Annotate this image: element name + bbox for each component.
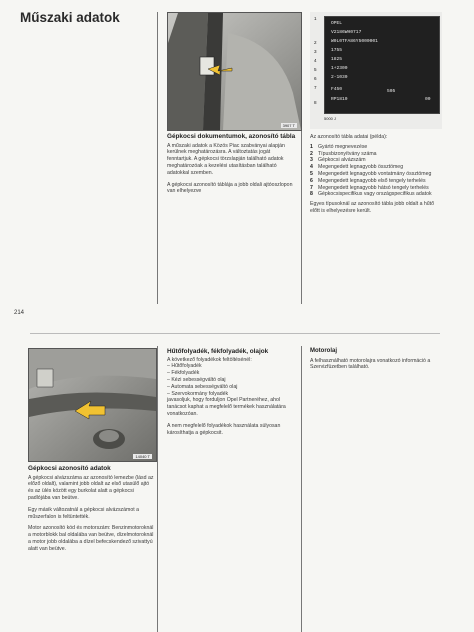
callout-number: 2 — [314, 40, 317, 45]
list-item: 7 Megengedett legnagyobb hátsó tengely terhelés — [310, 184, 429, 191]
callout-number: 5 — [314, 67, 317, 72]
identification-plate-figure — [310, 12, 442, 129]
figure-code: 5000 J — [324, 116, 337, 121]
section-heading: Motorolaj — [310, 348, 337, 354]
plate-line: 1825 — [331, 57, 343, 62]
list-item: 1 Gyártó megnevezése — [310, 143, 368, 150]
column-divider — [157, 346, 158, 632]
section-heading: Hűtőfolyadék, fékfolyadék, olajok — [167, 348, 269, 355]
list-item: – Automata sebességváltó olaj — [167, 383, 238, 390]
paragraph: A műszaki adatok a Közös Piac szabványai alapján kerülnek meghatározásra. A változtatás jogát fenntartjuk. A gépkocsi törzslapján található adatok meghatározóak a kezelési utasításban található adatokkal szemben. — [167, 142, 285, 176]
plate-line: 2-1030 — [331, 75, 348, 80]
list-item: 4 Megengedett legnagyobb össztömeg — [310, 164, 404, 171]
plate-legend-list — [310, 144, 442, 198]
plate-line: OPEL — [331, 21, 343, 26]
list-item: 3 Gépkocsi alvázszám — [310, 157, 366, 164]
seat-floor-illustration — [29, 349, 156, 461]
callout-number: 8 — [314, 100, 317, 105]
list-item: – Hűtőfolyadék — [167, 363, 202, 370]
plate-panel — [324, 16, 440, 114]
plate-line: RP1810 — [331, 97, 348, 102]
paragraph: A gépkocsi alvázszáma az azonosító lemezbe (lásd az előző oldalt), valamint jobb oldalt az első utasülő ajtó és az ülés között egy burkolat alatt a gépkocsi padlójába van beütve. — [28, 474, 154, 501]
list-item: – Fékfolyadék — [167, 370, 200, 377]
seat-floor-photo — [28, 348, 157, 462]
column-divider — [157, 12, 158, 304]
list-item: 5 Megengedett legnagyobb vontatmány össztömeg — [310, 170, 432, 177]
plate-line: 1755 — [331, 48, 343, 53]
plate-line: 1+2300 — [331, 66, 348, 71]
page-separator — [30, 333, 440, 334]
photo-code: 14040 T — [135, 454, 150, 459]
column-divider — [301, 346, 302, 632]
paragraph: Egyes típusoknál az azonosító tábla jobb oldalt a hűtő előtt is elhelyezésre került. — [310, 201, 435, 214]
callout-number: 1 — [314, 16, 317, 21]
paragraph: A felhasználható motorolajra vonatkozó információ a Szervizfüzetben található. — [310, 357, 431, 371]
page-title: Műszaki adatok — [20, 10, 120, 25]
fluids-list — [167, 363, 297, 397]
plate-line: W0L0TFA86Y5000001 — [331, 39, 378, 44]
callout-number: 7 — [314, 85, 317, 90]
paragraph: A nem megfelelő folyadékok használata súlyosan károsíthatja a gépkocsit. — [167, 422, 281, 436]
list-intro: Az azonosító tábla adatai (példa): — [310, 134, 388, 140]
paragraph: Motor azonosító kód és motorszám: Benzinmotoroknál a motorblokk bal oldalába van beütve, dízelmotoroknál a motor jobb oldalába a dízel befecskendező szivattyú alatt van beütve. — [28, 525, 154, 552]
callout-number: 4 — [314, 58, 317, 63]
section-heading: Gépkocsi dokumentumok, azonosító tábla — [167, 133, 296, 140]
paragraph: A gépkocsi azonosító táblája a jobb oldali ajtóoszlopon van elhelyezve — [167, 181, 293, 195]
list-item: – Kézi sebességváltó olaj — [167, 376, 226, 383]
photo-code: 3907 T — [282, 123, 295, 128]
list-item: 6 Megengedett legnagyobb első tengely terhelés — [310, 177, 426, 184]
callout-number: 6 — [314, 76, 317, 81]
door-pillar-photo — [167, 12, 302, 131]
door-pillar-illustration — [168, 13, 301, 130]
plate-line: F450 — [331, 87, 343, 92]
paragraph: Egy másik változatnál a gépkocsi alvázszámot a műszerfalon is feltüntették. — [28, 506, 140, 520]
section-heading: Gépkocsi azonosító adatok — [28, 465, 111, 472]
plate-line: 505 — [387, 89, 396, 94]
plate-line: 00 — [425, 97, 431, 102]
list-item: 2 Típusbizonyítvány száma — [310, 150, 377, 157]
list-item: 8 Gépkocsispecifikus vagy országspecifikus adatok — [310, 191, 432, 198]
list-item: – Szervokormány folyadék — [167, 390, 229, 397]
page-number: 214 — [14, 310, 25, 316]
paragraph: A következő folyadékok feltöltésénél: — [167, 356, 252, 363]
callout-number: 3 — [314, 49, 317, 54]
plate-line: V2186WH0717 — [331, 30, 362, 35]
paragraph: javasoljuk, hogy forduljon Opel Partneréhez, ahol tanácsot kaphat a megfelelő termékek használatára vonatkozóan. — [167, 397, 286, 417]
